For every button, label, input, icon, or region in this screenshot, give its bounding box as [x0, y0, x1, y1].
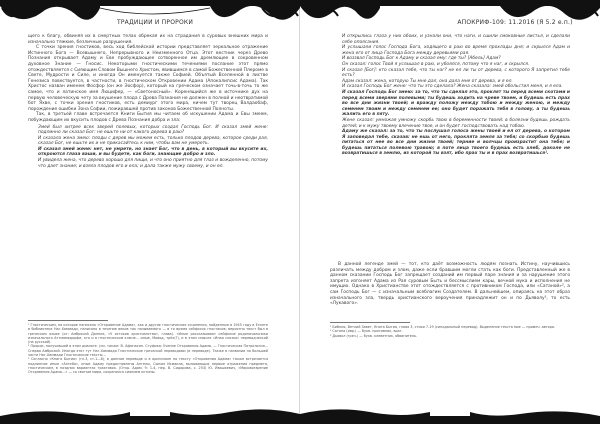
footnote: ³ Согласно «Книга Бытия» (гл.3, ст.1—6), в данном переводе и в оригинале по тексту «Откровения Адама» также встречается подлинное иные «Аэтейа», иные Адаму предоставлены Ангелы, Сыном Исмаила, вызывающих первые отражения предмета, гностическим, в поздних вариантах трактовок. (Откр. Адам. 9: 1-4, пер. В. Сидорова, с. 253) Ю. Ивашкевич, «Мировоззрение Откровения Адама…» — со святым мира, сохранился сиянием истины.	[28, 357, 268, 375]
quote-verse: И увидела жена, что дерево хорошо для пищи, и что оно приятно для глаз и вожделенно, потому что дает знание; и взяла плодов его и ела; и дала также мужу своему, и он ел.	[38, 158, 268, 169]
paragraph: щего к благу, обвиняя их в смертных телах обрекая их на страдания в суровых внешних мира и изначально тяжкие, безличные разрушения.	[28, 34, 268, 45]
footnote: ¹ Библия, Ветхий Завет, Книга Бытия, глава 3, стихи 7-19 (синодальный перевод). Выделение текста мое — примеч. автора.	[330, 325, 556, 329]
quote-verse: И сказал [Бог]: кто сказал тебе, что ты наг? не ел ли ты от дерева, с которого Я запретил тебе есть?	[342, 67, 570, 79]
right-footnotes	[330, 325, 570, 338]
right-quote-block	[342, 34, 570, 157]
right-page	[300, 0, 600, 424]
footnote-divider	[28, 320, 108, 321]
bible-quote	[38, 125, 268, 170]
paragraph: Так, в третьей главе встречается Книги Бытия мы читаем об искушении Адама и Евы змеем, побуждающим их вкусить плодов с Древа Познания добра и зла:	[28, 112, 268, 123]
running-head: АПОКРИФ-109: 11.2016 (Я 5.2 е.п.)	[457, 19, 573, 26]
left-footnotes	[28, 323, 268, 375]
quote-verse: И открылись глаза у них обоих, и узнали они, что наги, и сшили смоковные листья, и сделали себе опоясания.	[342, 34, 570, 45]
quote-verse: Адам сказал: жена, которую Ты мне дал, она дала мне от дерева, и я ел.	[342, 78, 513, 84]
quote-verse: И сказал Господь Бог змею: за то, что ты сделал это, проклят ты перед всеми скотами и перед всеми зверями полевыми; ты будешь ходить на чреве твоем, и будешь есть прах во все дни жизни твоей; и вражду положу между тобою и между женою, и между семенем твоим и между семенем ее; оно будет поражать тебя в голову, а ты будешь жалить его в пяту.	[342, 89, 570, 118]
footnote: ³ Дьявол (греч.) — букв. клеветник, обвинитель.	[330, 333, 418, 338]
footnote: ¹ Гностическим, на которое написано «Откровение Адама», как и другие гностические сочинения, найденные в 1945 году в Египте в библиотеке Наг-Хаммади, написано в течение веков так называемого — в то время сейфских гностиков; вероятно текст был в греческом языке (от: Амбросий Донних, «У истоков христианства», глава). «Иные рассказывают сейфские родоначальники изначального Аттмамедорфи, кто и в гностическом ключе… иные, Мовод, трёх(?), и в этом смысле «Иная сказка» переводческий (на русский).	[28, 323, 268, 345]
left-main-text	[28, 34, 268, 169]
footnote: ² Сатана (ивр.) — букв. противник, враг.	[330, 329, 403, 334]
quote-verse: И воззвал Господь Бог к Адаму и сказал ему: где ты? [Абель] Адам?	[342, 56, 501, 62]
footnote-divider	[330, 322, 410, 323]
quote-verse: И сказал Господь Бог жене: что ты это сделала? Жена сказала: змей обольстил меня, и я ела.	[342, 84, 563, 90]
quote-verse: И услышали голос Господа Бога, ходящего в раю во время прохлады дня; и скрылся Адам и жена его от лица Господа Бога между деревьями рая.	[342, 45, 570, 56]
right-main-text	[330, 262, 570, 307]
page-number: 153	[446, 410, 459, 417]
paragraph: В данной легенде змей — тот, кто даёт возможность людям познать Истину, научившись различать между добром и злом, даже если бравшим могли стать как боги. Представленный же в данном сказании Господь Бог запрещает созданий им первый паре знания и за нарушение этого запрета изгоняет Адама из Рая суровым Быть и бессмыслием кары, вечной мука и исполнения не имущих. Однако в Христианстве этот отождествляется с противником Господа, или «Сатаной»², а сам Господь Бог — с изначальным всеблагим Создателем. В дальнейшем, опираясь на этот образ изначального зла, твердь христианского вероучения принадлежит он и по Дьяволу³, то есть «Лукавого».	[330, 262, 570, 307]
paragraph: С точки зрения гностиков, весь ход библейской истории представляет зеркальное отражение Истинного Бога — Всевышнего, Непрерывного и Неизменного Отца. Этот вестник через Древо Познания открывает Адаму и Еве пробуждающее сотворенное им дремлющее в сокровенном духовное Знание — Гносис. Некоторыми гностическими течениями послание этот прямо отождествляется с Сияющим Словом Вышнего Христом, явившимся в самой Божественной Плероме в Свете, Мудрости и Силе, и иногда Он именуется также Софией. Объятый Вселенной в листве Генезиса повествуется, в частности, в гностическом Откровении Адама (Апокалипсис Адама). Так Христос назван именем Фосфор (он же Эосфор), который на греческом означает точь-в-точь то же самое, что и латинское имя Люцифер, — «Светоносный». Коренящийся же в источнике дух на первую человеческую чету за вкушение плода с Древа Познания не должен в полной и неотвратимой бот Яхве, с точки зрения гностиков, есть демиург этого мира, ничем тут творец Валдаобаф, порождение ошибки Зона Софии, пожиравшей против законов Божественной Полноты.	[28, 45, 268, 112]
quote-verse: Змей был хитрее всех зверей полевых, которых создал Господь Бог. И сказал змей жене: подлинно ли сказал Бог: не ешьте ни от какого дерева в раю?	[38, 124, 268, 136]
quote-verse: И сказал змей жене: нет, не умрете, но знает Бог, что в день, в который вы вкусите их, откроются глаза ваши, и вы будете, как боги, знающие добро и зло.	[38, 146, 268, 158]
quote-verse: Жене сказал: умножая умножу скорбь твою в беременности твоей; в болезни будешь рождать детей; и к мужу твоему влечение твое, и он будет господствовать над тобою.	[342, 117, 570, 129]
top-ornament-right	[300, 0, 600, 34]
quote-verse: Он сказал: голос Твой я услышал в раю, и убоялся, потому что я наг, и скрылся.	[342, 61, 530, 67]
quote-verse: Адаму же сказал: за то, что ты послушал голоса жены твоей и ел от дерева, о котором Я заповедал тебе, сказав: не ешь от него, проклята земля за тебя; со скорбью будешь питаться от нее во все дни жизни твоей; терние и волчцы произрастит она тебе; и будешь питаться полевою травою; в поте лица твоего будешь есть хлеб, доколе не возвратишься в землю, из которой ты взят, ибо прах ты и в прах возвратишься¹.	[342, 129, 570, 157]
footnote: ² Пророк, получивший в этом диалоге. (см. также: В. Афонасин. Стуфика: Учение Откровения Адама. — Гностическая Патрология… Сперва Амброзий. Иногда этот тут Наг-Хаммади Гностические греческой переводами (в переводе). Также в названии по большей части Наг-Хаммади Гностические тексты…	[28, 344, 268, 358]
running-head: ТРАДИЦИИ И ПРОРОКИ	[116, 19, 194, 26]
top-ornament-left	[0, 0, 300, 34]
quote-verse: И сказала жена змею: плоды с дерев мы можем есть, только плодов дерева, которое среди рая, сказал Бог, не ешьте их и не прикасайтесь к ним, чтобы вам не умереть.	[38, 135, 268, 147]
page-number: 152	[140, 410, 153, 417]
